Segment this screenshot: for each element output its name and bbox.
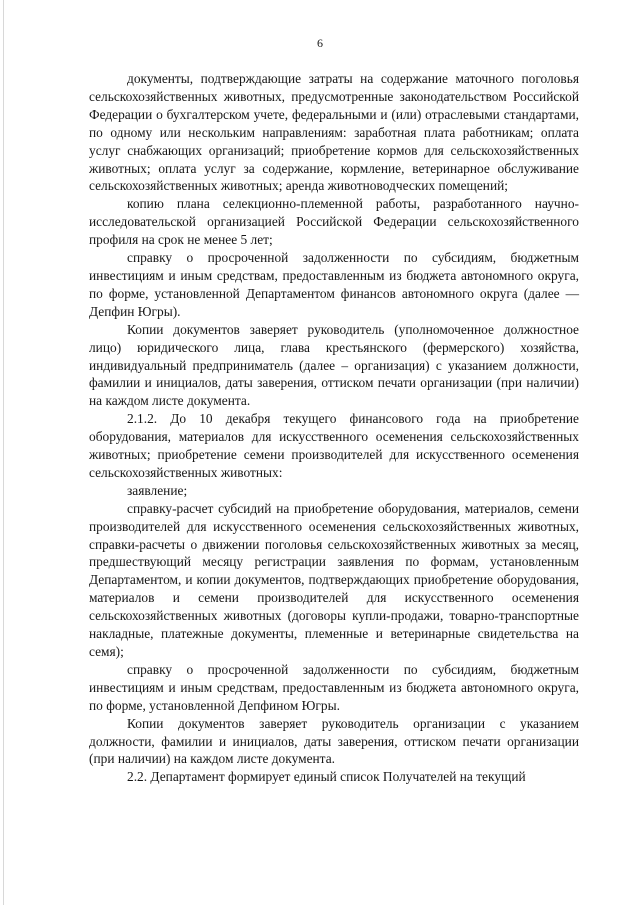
paragraph-maintenance-costs: документы, подтверждающие затраты на содержание маточного поголовья сельскохозяйственных животных, предусмотренные законодательством Российской Федерации о бухгалтерском учете, федеральными и (или) отраслевыми стандартами, по одному или нескольким направлениям: заработная плата работникам; оплата услуг снабжающих организаций; приобретение кормов для сельскохозяйственных животных; оплата услуг за содержание, кормление, ветеринарное обслуживание сельскохозяйственных животных; аренда животноводческих помещений;	[89, 71, 579, 194]
paragraph-section-2-1-2: 2.1.2. До 10 декабря текущего финансового года на приобретение оборудования, материалов для искусственного осеменения сельскохозяйственных животных; приобретение семени производителей для искусственного осеменения сельскохозяйственных животных:	[89, 411, 579, 480]
page-number: 6	[317, 36, 323, 50]
paragraph-debt-certificate-2: справку о просроченной задолженности по субсидиям, бюджетным инвестициям и иным средствам, предоставленным из бюджета автономного округа, по форме, установленной Депфином Югры.	[89, 661, 579, 713]
paragraph-breeding-plan: копию плана селекционно-племенной работы, разработанного научно-исследовательской организацией Российской Федерации сельскохозяйственного профиля на срок не менее 5 лет;	[89, 196, 579, 248]
scan-edge	[3, 0, 4, 905]
paragraph-section-2-2: 2.2. Департамент формирует единый список Получателей на текущий	[127, 769, 526, 785]
paragraph-subsidy-calculation: справку-расчет субсидий на приобретение оборудования, материалов, семени производителей для искусственного осеменения сельскохозяйственных животных, справки-расчеты о движении поголовья сельскохозяйственных животных за месяц, предшествующий месяцу регистрации заявления по формам, установленным Департаментом, и копии документов, подтверждающих приобретение оборудования, материалов и семени производителей для искусственного осеменения сельскохозяйственных животных (договоры купли-продажи, товарно-транспортные накладные, платежные документы, племенные и ветеринарные свидетельства на семя);	[89, 500, 579, 659]
paragraph-copies-certification: Копии документов заверяет руководитель (уполномоченное должностное лицо) юридического лица, глава крестьянского (фермерского) хозяйства, индивидуальный предприниматель (далее – организация) с указанием должности, фамилии и инициалов, даты заверения, оттиском печати организации (при наличии) на каждом листе документа.	[89, 321, 579, 409]
paragraph-application: заявление;	[127, 482, 188, 498]
document-body	[89, 70, 579, 786]
paragraph-debt-certificate: справку о просроченной задолженности по субсидиям, бюджетным инвестициям и иным средствам, предоставленным из бюджета автономного округа, по форме, установленной Департаментом финансов автономного округа (далее — Депфин Югры).	[89, 250, 579, 319]
paragraph-copies-certification-2: Копии документов заверяет руководитель организации с указанием должности, фамилии и инициалов, даты заверения, оттиском печати организации (при наличии) на каждом листе документа.	[89, 715, 579, 767]
